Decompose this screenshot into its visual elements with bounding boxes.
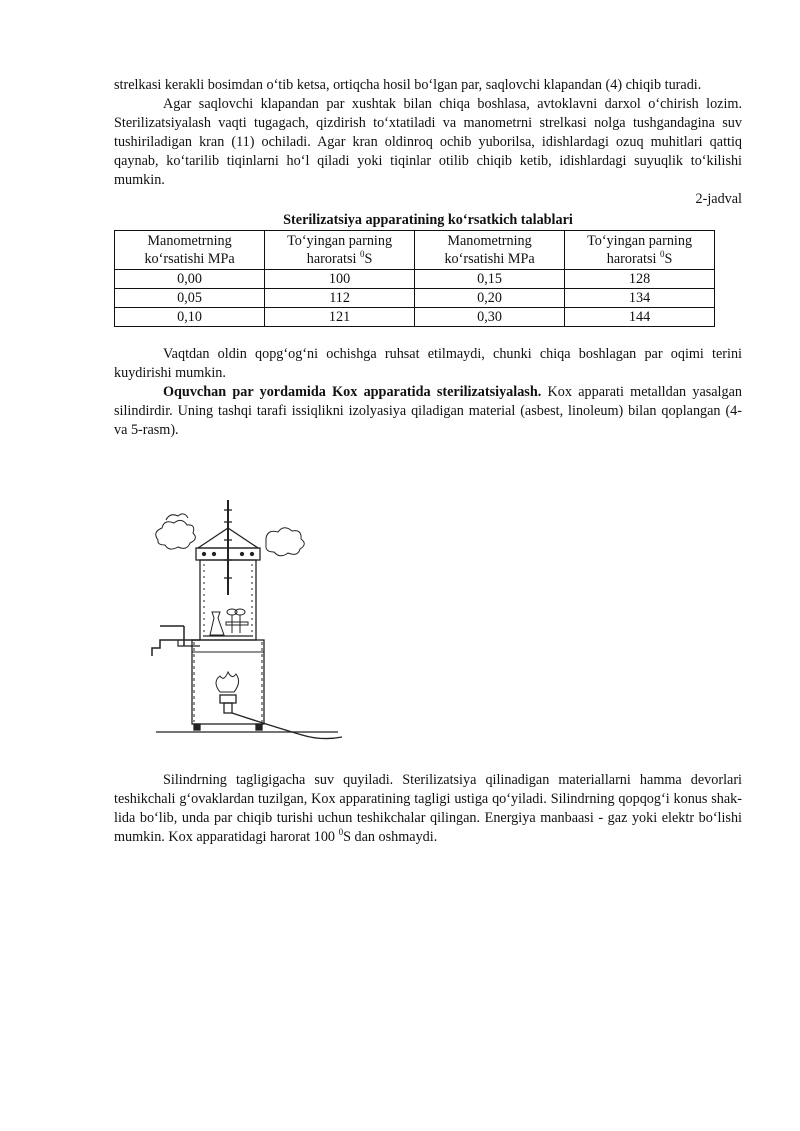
- table-cell: 134: [565, 289, 715, 308]
- paragraph-4-heading: Oquvchan par yordamida Kox apparatida sterilizatsiyalash.: [163, 384, 542, 400]
- table-title: Sterilizatsiya apparatining ko‘rsatkich talablari: [283, 212, 573, 228]
- table-cell: 0,10: [115, 308, 265, 327]
- paragraph-5-text: Silindrning tagligigacha suv quyiladi. Sterilizatsiya qilinadigan materiallarni hamma devorlari teshikchali g‘ovaklardan tuzilgan, Kox apparatining tagligi ustiga qo‘yiladi. Silindrning qopqog‘i konus shak-lida bo‘lib, unda par chiqib turishi uchun teshikchalar qilingan. Energiya manbaasi - gaz yoki elektr bo‘lishi mumkin. Kox apparatidagi harorat 100: [114, 772, 742, 845]
- table-cell: 144: [565, 308, 715, 327]
- header-line: To‘yingan parning: [287, 233, 393, 249]
- header-line: To‘yingan parning: [587, 233, 693, 249]
- header-text: haroratsi: [306, 251, 360, 267]
- table-cell: 121: [265, 308, 415, 327]
- header-line: Manometrning: [447, 233, 532, 249]
- header-unit: S: [364, 251, 373, 267]
- table-cell: 128: [565, 270, 715, 289]
- table-cell: 112: [265, 289, 415, 308]
- table-cell: 0,05: [115, 289, 265, 308]
- degree-sup: 0: [659, 249, 665, 259]
- header-text: haroratsi: [606, 251, 660, 267]
- table-cell: 100: [265, 270, 415, 289]
- table-row: [115, 289, 715, 308]
- header-cell: [115, 231, 265, 270]
- table-cell: 0,20: [414, 289, 564, 308]
- table-header-row: [115, 231, 715, 270]
- table-row: [115, 308, 715, 327]
- header-cell: [414, 231, 564, 270]
- paragraph-1: strelkasi kerakli bosimdan o‘tib ketsa, ortiqcha hosil bo‘lgan par, saqlovchi klapandan (4) chiqib turadi.: [114, 77, 702, 93]
- paragraph-2: Agar saqlovchi klapandan par xushtak bilan chiqa boshlasa, avtoklavni darxol o‘chirish lozim. Sterilizatsiyalash vaqti tugagach, qizdirish to‘xtatiladi va manometrni strelkasi nolga tushgandagina suv tushiriladigan kran (11) ochiladi. Agar kran oldinroq ochib yuborilsa, idishlardagi ozuq muhitlari qattiq qaynab, ko‘tarilib tiqinlarni ho‘l qiladi yoki tiqinlar otilib chiqib ketib, idishlardagi suyuqlik to‘kilishi mumkin.: [114, 96, 742, 188]
- header-line: [565, 250, 714, 268]
- sterilization-table: [114, 230, 715, 327]
- header-line: [265, 250, 414, 268]
- bottom-text-block: [114, 771, 742, 847]
- paragraph-4: [114, 383, 742, 440]
- table-label: 2-jadval: [695, 191, 742, 207]
- table-cell: 0,00: [115, 270, 265, 289]
- degree-sup: 0: [338, 827, 344, 837]
- paragraph-4-text: Kox apparati metalldan yasalgan silindirdir. Uning tashqi tarafi issiqlikni izolyasiya qiladigan material (asbest, linoleum) bilan qoplangan (4- va 5-rasm).: [114, 384, 742, 438]
- header-line: ko‘rsatishi MPa: [144, 251, 235, 267]
- header-cell: [265, 231, 415, 270]
- header-line: ko‘rsatishi MPa: [444, 251, 535, 267]
- document-page: [114, 76, 742, 440]
- table-cell: 0,15: [414, 270, 564, 289]
- paragraph-3: Vaqtdan oldin qopg‘og‘ni ochishga ruhsat etilmaydi, chunki chiqa boshlagan par oqimi terini kuydirishi mumkin.: [114, 346, 742, 381]
- kox-apparatus-icon: [148, 500, 348, 760]
- header-unit: S: [664, 251, 673, 267]
- header-cell: [565, 231, 715, 270]
- table-cell: 0,30: [414, 308, 564, 327]
- paragraph-5: [114, 771, 742, 847]
- table-row: [115, 270, 715, 289]
- header-line: Manometrning: [147, 233, 232, 249]
- paragraph-5-tail: S dan oshmaydi.: [343, 829, 438, 845]
- degree-sup: 0: [359, 249, 365, 259]
